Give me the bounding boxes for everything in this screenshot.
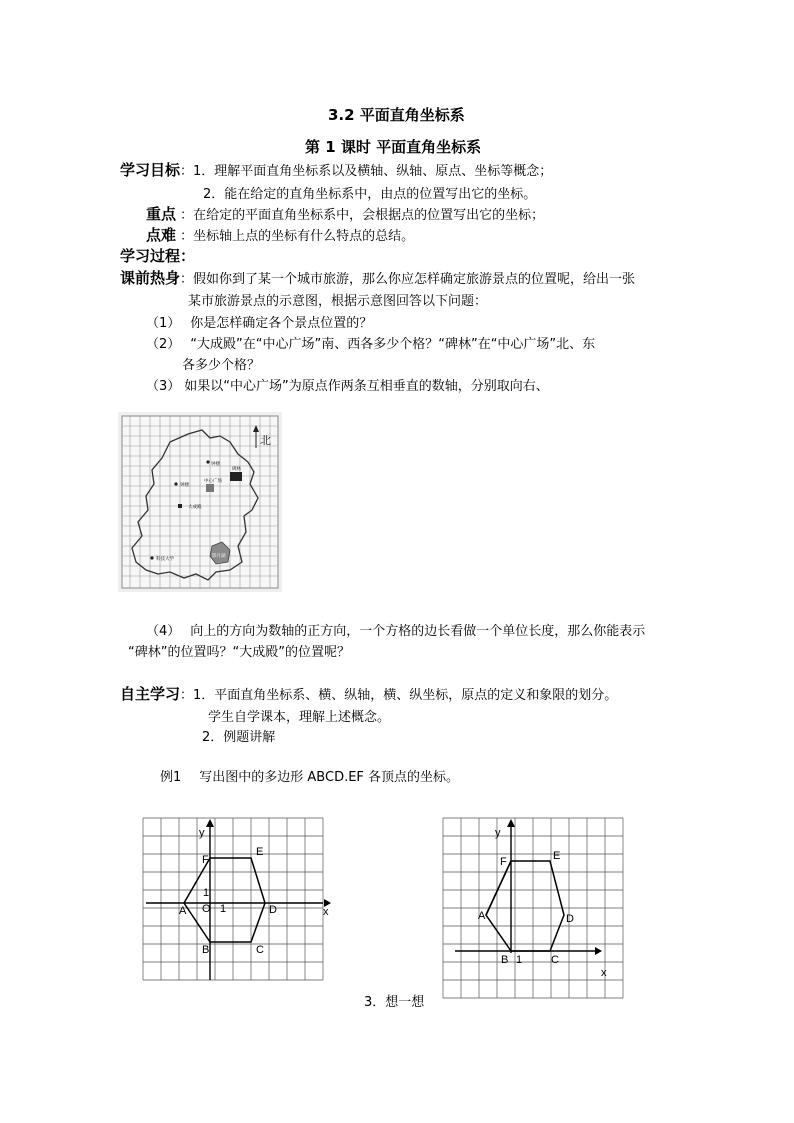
map-point-2 [174, 482, 177, 485]
graph-1-hexagon [184, 858, 265, 942]
graph-2-x-arrow-icon [595, 947, 602, 955]
key-point-row: 重点 ：在给定的平面直角坐标系中，会根据点的位置写出它的坐标； [146, 205, 545, 223]
warmup-label: 课前热身 [120, 269, 181, 287]
graph-1-vertex-c: C [256, 944, 264, 956]
question-4-cont: “碑林”的位置吗？“大成殿”的位置呢？ [128, 645, 350, 660]
graph-2-vertex-a: A [478, 910, 486, 922]
question-1-number: （1） [146, 316, 181, 331]
key-point-label: 重点 [146, 205, 177, 223]
beilin-marker [230, 472, 242, 481]
graph-1-y-label: y [199, 827, 205, 839]
graph-2-vertex-c: C [551, 954, 559, 966]
question-1 [146, 312, 372, 331]
graph-2-vertex-d: D [566, 913, 574, 925]
difficulty-row: 点难 ：坐标轴上点的坐标有什么特点的总结。 [146, 226, 415, 244]
graph-1-vertex-a: A [179, 905, 187, 917]
map-label-2: 碑林 [232, 466, 241, 471]
question-3-number: （3） [146, 379, 181, 394]
key-point-text: 在给定的平面直角坐标系中，会根据点的位置写出它的坐标； [193, 208, 545, 223]
question-3 [146, 375, 549, 394]
page-title: 3.2 平面直角坐标系 [328, 106, 465, 124]
warmup-row: 课前热身：假如你到了某一个城市旅游，那么你应怎样确定旅游景点的位置呢，给出一张 [120, 269, 636, 287]
question-1-text: 你是怎样确定各个景点位置的？ [190, 316, 373, 331]
graph-1-vertex-d: D [269, 904, 277, 916]
graph-2-y-arrow-icon [507, 819, 515, 827]
process-label: 学习过程： [120, 247, 196, 265]
graph-1-vertex-f: F [202, 854, 209, 866]
self-study-item-1: 1．平面直角坐标系、横、纵轴，横、纵坐标，原点的定义和象限的划分。 [193, 688, 618, 703]
map-label-5: 大成殿 [188, 504, 202, 509]
question-4-text: 向上的方向为数轴的正方向，一个方格的边长看做一个单位长度，那么你能表示 [190, 624, 646, 639]
graph-2-x-label: x [601, 967, 607, 979]
graph-2-vertex-f: F [500, 856, 507, 868]
graph-1-origin-label: O [202, 903, 211, 915]
map-north-label: 北 [260, 435, 271, 447]
graph-1-vertex-e: E [256, 846, 264, 858]
question-2-text: “大成殿”在“中心广场”南、西各多少个格？“碑林”在“中心广场”北、东 [190, 337, 596, 352]
graph-2-y-label: y [495, 827, 501, 839]
example-graph-2 [440, 815, 640, 1005]
graph-1-vertex-b: B [202, 944, 210, 956]
think-heading: 3．想一想 [364, 995, 425, 1010]
center-square-marker [206, 484, 214, 492]
map-label-1: 钟楼 [211, 461, 220, 466]
graph-2-vertex-e: E [553, 850, 561, 862]
map-point-3 [150, 556, 153, 559]
graph-1-x-label: x [323, 906, 329, 918]
self-study-item-2: 2．例题讲解 [202, 730, 276, 745]
self-study-item-1b: 学生自学课本，理解上述概念。 [208, 710, 391, 725]
example-text: 写出图中的多边形 ABCD.EF 各顶点的坐标。 [199, 770, 460, 785]
self-study-label: 自主学习 [120, 685, 181, 703]
graph-2-unit-label: 1 [516, 954, 523, 966]
objective-2: 2．能在给定的直角坐标系中，由点的位置写出它的坐标。 [203, 187, 537, 202]
graph-2-hexagon [486, 861, 564, 951]
graph-1-unit-x-label: 1 [220, 903, 227, 915]
example-label: 例1 [160, 770, 182, 785]
question-4 [146, 620, 645, 639]
warmup-line-1: 假如你到了某一个城市旅游，那么你应怎样确定旅游景点的位置呢，给出一张 [193, 272, 636, 287]
objectives-label: 学习目标 [120, 161, 181, 179]
question-2-number: （2） [146, 337, 181, 352]
graph-1-y-arrow-icon [206, 819, 214, 827]
question-2 [146, 333, 595, 352]
graph-2-vertex-b: B [501, 954, 509, 966]
question-2-cont: 各多少个格？ [182, 358, 261, 373]
map-label-6: 科技大学 [156, 556, 174, 561]
objectives-section: 学习目标：1．理解平面直角坐标系以及横轴、纵轴、原点、坐标等概念； [120, 161, 553, 179]
difficulty-label: 点难 [146, 226, 177, 244]
self-study-row: 自主学习：1．平面直角坐标系、横、纵轴，横、纵坐标，原点的定义和象限的划分。 [120, 685, 618, 703]
dachengdian-marker [178, 504, 182, 508]
example-row [160, 766, 459, 785]
tourist-map-figure [118, 412, 282, 592]
warmup-line-2: 某市旅游景点的示意图，根据示意图回答以下问题： [188, 294, 488, 309]
graph-2-grid [443, 818, 623, 998]
lesson-subtitle: 第 1 课时 平面直角坐标系 [305, 138, 482, 156]
graph-1-grid [143, 818, 323, 980]
example-graph-1 [140, 815, 340, 985]
graph-1-unit-y-label: 1 [203, 887, 210, 899]
difficulty-text: 坐标轴上点的坐标有什么特点的总结。 [193, 229, 415, 244]
question-4-number: （4） [146, 624, 181, 639]
map-label-4: 钟楼 [180, 482, 189, 487]
graph-2-edge-af [486, 861, 511, 915]
map-point-1 [206, 460, 209, 463]
map-label-3: 中心广场 [204, 478, 222, 483]
objective-1: 1．理解平面直角坐标系以及横轴、纵轴、原点、坐标等概念； [193, 164, 553, 179]
map-label-7: 影月湖 [212, 553, 226, 558]
question-3-text: 如果以“中心广场”为原点作两条互相垂直的数轴，分别取向右、 [184, 379, 549, 394]
